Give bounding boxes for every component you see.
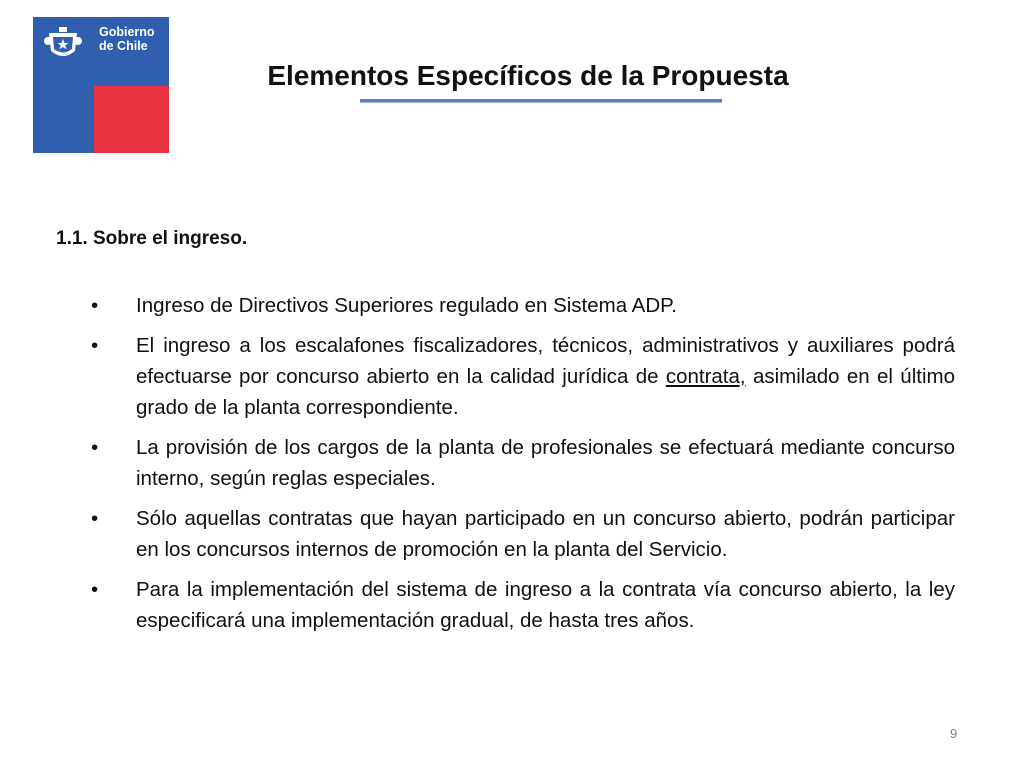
bullet-icon: • [91, 436, 99, 459]
logo-text-line2: de Chile [99, 39, 148, 53]
logo-red-band [94, 86, 169, 153]
bullet-item [91, 290, 955, 321]
bullet-text: Para la implementación del sistema de ingreso a la contrata vía concurso abierto, la ley especificará una implementación gradual, de hasta tres años. [136, 578, 955, 632]
bullet-text: La provisión de los cargos de la planta de profesionales se efectuará mediante concurso interno, según reglas especiales. [136, 436, 955, 490]
section-heading: 1.1. Sobre el ingreso. [56, 228, 248, 249]
logo-text-line1: Gobierno [99, 25, 155, 39]
coat-of-arms-icon [39, 23, 87, 65]
bullet-item [91, 574, 955, 636]
logo-text [99, 25, 169, 53]
slide-title: Elementos Específicos de la Propuesta [267, 60, 789, 91]
bullet-text [136, 334, 955, 419]
bullet-item [91, 330, 955, 423]
bullet-text: Sólo aquellas contratas que hayan participado en un concurso abierto, podrán participar en los concursos internos de promoción en la planta del Servicio. [136, 507, 955, 561]
bullet-icon: • [91, 294, 99, 317]
bullet-icon: • [91, 507, 99, 530]
bullet-icon: • [91, 578, 99, 601]
title-underline [360, 99, 722, 103]
underlined-term: contrata, [665, 365, 746, 388]
bullet-text: Ingreso de Directivos Superiores regulado en Sistema ADP. [136, 294, 677, 317]
bullet-item [91, 432, 955, 494]
bullet-icon: • [91, 334, 99, 357]
page-number: 9 [950, 726, 958, 741]
bullet-item [91, 503, 955, 565]
bullet-list [91, 290, 955, 645]
bullet-text-part: El ingreso a los escalafones fiscalizadores, técnicos, administrativos y auxiliares podrá efectuarse por concurso abierto en la calidad jurídica de [136, 334, 955, 388]
bullet-text-part: asimilado en el último grado de la planta correspondiente. [136, 365, 955, 419]
